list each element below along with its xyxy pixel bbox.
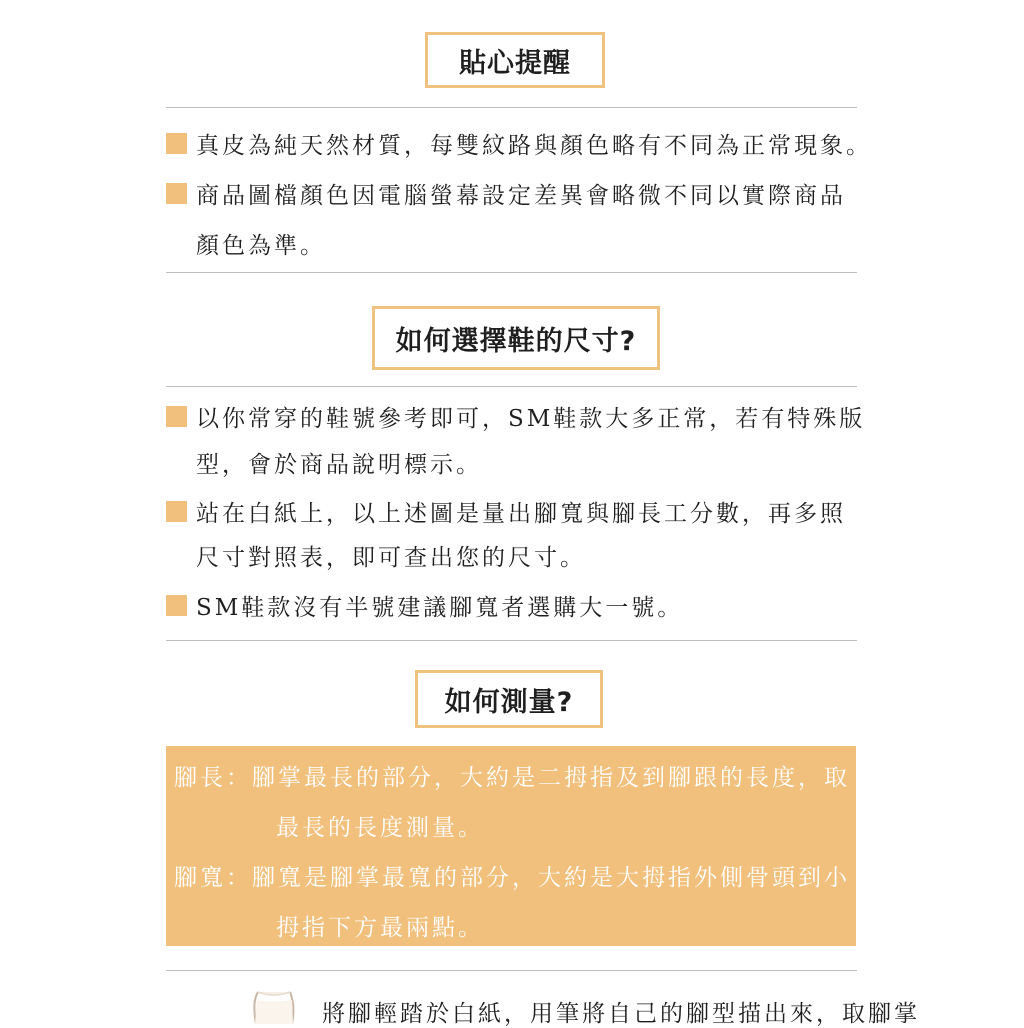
divider <box>166 386 857 387</box>
size-title: 如何選擇鞋的尺寸? <box>372 306 660 370</box>
list-item <box>166 590 683 620</box>
divider <box>166 272 857 273</box>
list-item-continuation: 尺寸對照表，即可查出您的尺寸。 <box>196 544 586 571</box>
instruction-text: 將腳輕踏於白紙，用筆將自己的腳型描出來，取腳掌 <box>322 1000 920 1027</box>
list-item-text: 真皮為純天然材質，每雙紋路與顏色略有不同為正常現象。 <box>196 132 872 159</box>
divider <box>166 640 857 641</box>
foot-width-text: 拇指下方最兩點。 <box>276 914 484 941</box>
list-item <box>166 496 846 526</box>
bullet-square-icon <box>166 183 187 204</box>
bullet-square-icon <box>166 595 187 616</box>
measurement-panel <box>166 746 856 946</box>
list-item <box>166 401 865 431</box>
reminder-title: 貼心提醒 <box>425 32 605 88</box>
foot-length-label: 腳長： <box>174 764 252 791</box>
divider <box>166 107 857 108</box>
list-item-text: 站在白紙上，以上述圖是量出腳寬與腳長工分數，再多照 <box>196 500 846 527</box>
foot-length-text: 最長的長度測量。 <box>276 814 484 841</box>
foot-width-text: 腳寬是腳掌最寬的部分，大約是大拇指外側骨頭到小 <box>252 864 850 891</box>
bullet-square-icon <box>166 406 187 427</box>
foot-length-text: 腳掌最長的部分，大約是二拇指及到腳跟的長度，取 <box>252 764 850 791</box>
list-item <box>166 128 872 158</box>
list-item-text: 商品圖檔顏色因電腦螢幕設定差異會略微不同以實際商品 <box>196 182 846 209</box>
foot-width-label: 腳寬： <box>174 864 252 891</box>
list-item-continuation: 型，會於商品說明標示。 <box>196 451 482 478</box>
foot-outline-icon <box>248 990 308 1024</box>
list-item-text: 以你常穿的鞋號參考即可，SM鞋款大多正常，若有特殊版 <box>196 405 866 432</box>
list-item <box>166 178 846 208</box>
divider <box>166 970 857 971</box>
list-item-text: SM鞋款沒有半號建議腳寬者選購大一號。 <box>196 594 684 621</box>
bullet-square-icon <box>166 501 187 522</box>
bullet-square-icon <box>166 133 187 154</box>
measure-title: 如何測量? <box>415 670 603 728</box>
list-item-continuation: 顏色為準。 <box>196 232 326 259</box>
